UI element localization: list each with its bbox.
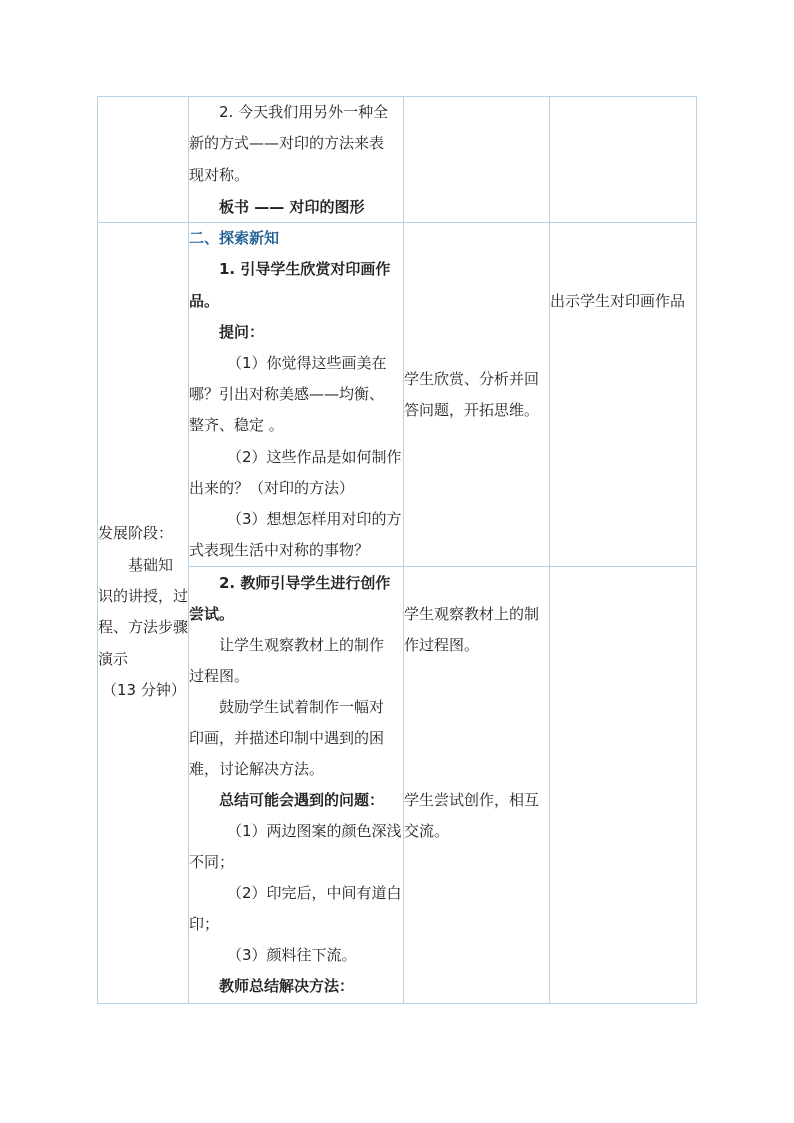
text-line: （1）你觉得这些画美在 xyxy=(227,354,387,372)
text-line: （2）这些作品是如何制作 xyxy=(227,448,402,466)
text-line: 整齐、稳定 。 xyxy=(189,416,284,434)
row1-col1 xyxy=(97,96,189,223)
text-line: 答问题，开拓思维。 xyxy=(404,401,540,419)
stage-line: 程、方法步骤 xyxy=(98,618,189,636)
practice-media-cell xyxy=(549,566,697,1004)
text-line: 提问： xyxy=(219,323,265,341)
stage-line: 演示 xyxy=(98,650,129,668)
text-line: 出示学生对印画作品 xyxy=(550,292,686,310)
text-line: 作过程图。 xyxy=(404,636,480,654)
text-line: 品。 xyxy=(189,292,220,310)
explore-content-cell xyxy=(188,222,404,567)
stage-cell xyxy=(97,222,189,1004)
text-line: 学生尝试创作，相互 xyxy=(404,791,540,809)
text-line: 不同； xyxy=(189,853,235,871)
row1-col2 xyxy=(188,96,404,223)
text-line: 学生观察教材上的制 xyxy=(404,605,540,623)
text-line: 尝试。 xyxy=(189,605,235,623)
stage-line: 识的讲授，过 xyxy=(98,587,189,605)
text-line: 教师总结解决方法： xyxy=(219,977,355,995)
text-line: 2. 教师引导学生进行创作 xyxy=(219,574,391,592)
text-line: 出来的？（对印的方法） xyxy=(189,479,355,497)
stage-line: 基础知 xyxy=(128,556,174,574)
text-line: 印画，并描述印制中遇到的困 xyxy=(189,729,385,747)
row1-col3 xyxy=(403,96,550,223)
stage-duration: （13 分钟） xyxy=(102,681,186,699)
text-line: （3）颜料往下流。 xyxy=(227,946,357,964)
lesson-plan-table xyxy=(97,96,697,1004)
section-heading: 二、探索新知 xyxy=(189,229,280,247)
text-line: 现对称。 xyxy=(189,166,250,184)
text-line: 新的方式——对印的方法来表 xyxy=(189,134,385,152)
text-line: （2）印完后，中间有道白 xyxy=(227,884,402,902)
text-line: 鼓励学生试着制作一幅对 xyxy=(219,698,385,716)
text-line: 哪？引出对称美感——均衡、 xyxy=(189,385,385,403)
text-line: 让学生观察教材上的制作 xyxy=(219,636,385,654)
explore-media-cell xyxy=(549,222,697,567)
stage-title: 发展阶段： xyxy=(98,524,174,542)
row1-col4 xyxy=(549,96,697,223)
text-line: 交流。 xyxy=(404,822,450,840)
text-line: （1）两边图案的颜色深浅 xyxy=(227,822,402,840)
text-line: 总结可能会遇到的问题： xyxy=(219,791,385,809)
text-line: （3）想想怎样用对印的方 xyxy=(227,510,402,528)
text-line: 1. 引导学生欣赏对印画作 xyxy=(219,260,391,278)
explore-student-cell xyxy=(403,222,550,567)
text-line: 过程图。 xyxy=(189,667,250,685)
practice-student-cell xyxy=(403,566,550,1004)
text-line: 2. 今天我们用另外一种全 xyxy=(219,103,389,121)
text-line: 难，讨论解决方法。 xyxy=(189,760,325,778)
text-line: 印； xyxy=(189,915,220,933)
text-line: 学生欣赏、分析并回 xyxy=(404,370,540,388)
text-line: 式表现生活中对称的事物？ xyxy=(189,541,370,559)
practice-content-cell xyxy=(188,566,404,1004)
board-note: 板书 —— 对印的图形 xyxy=(219,198,365,216)
